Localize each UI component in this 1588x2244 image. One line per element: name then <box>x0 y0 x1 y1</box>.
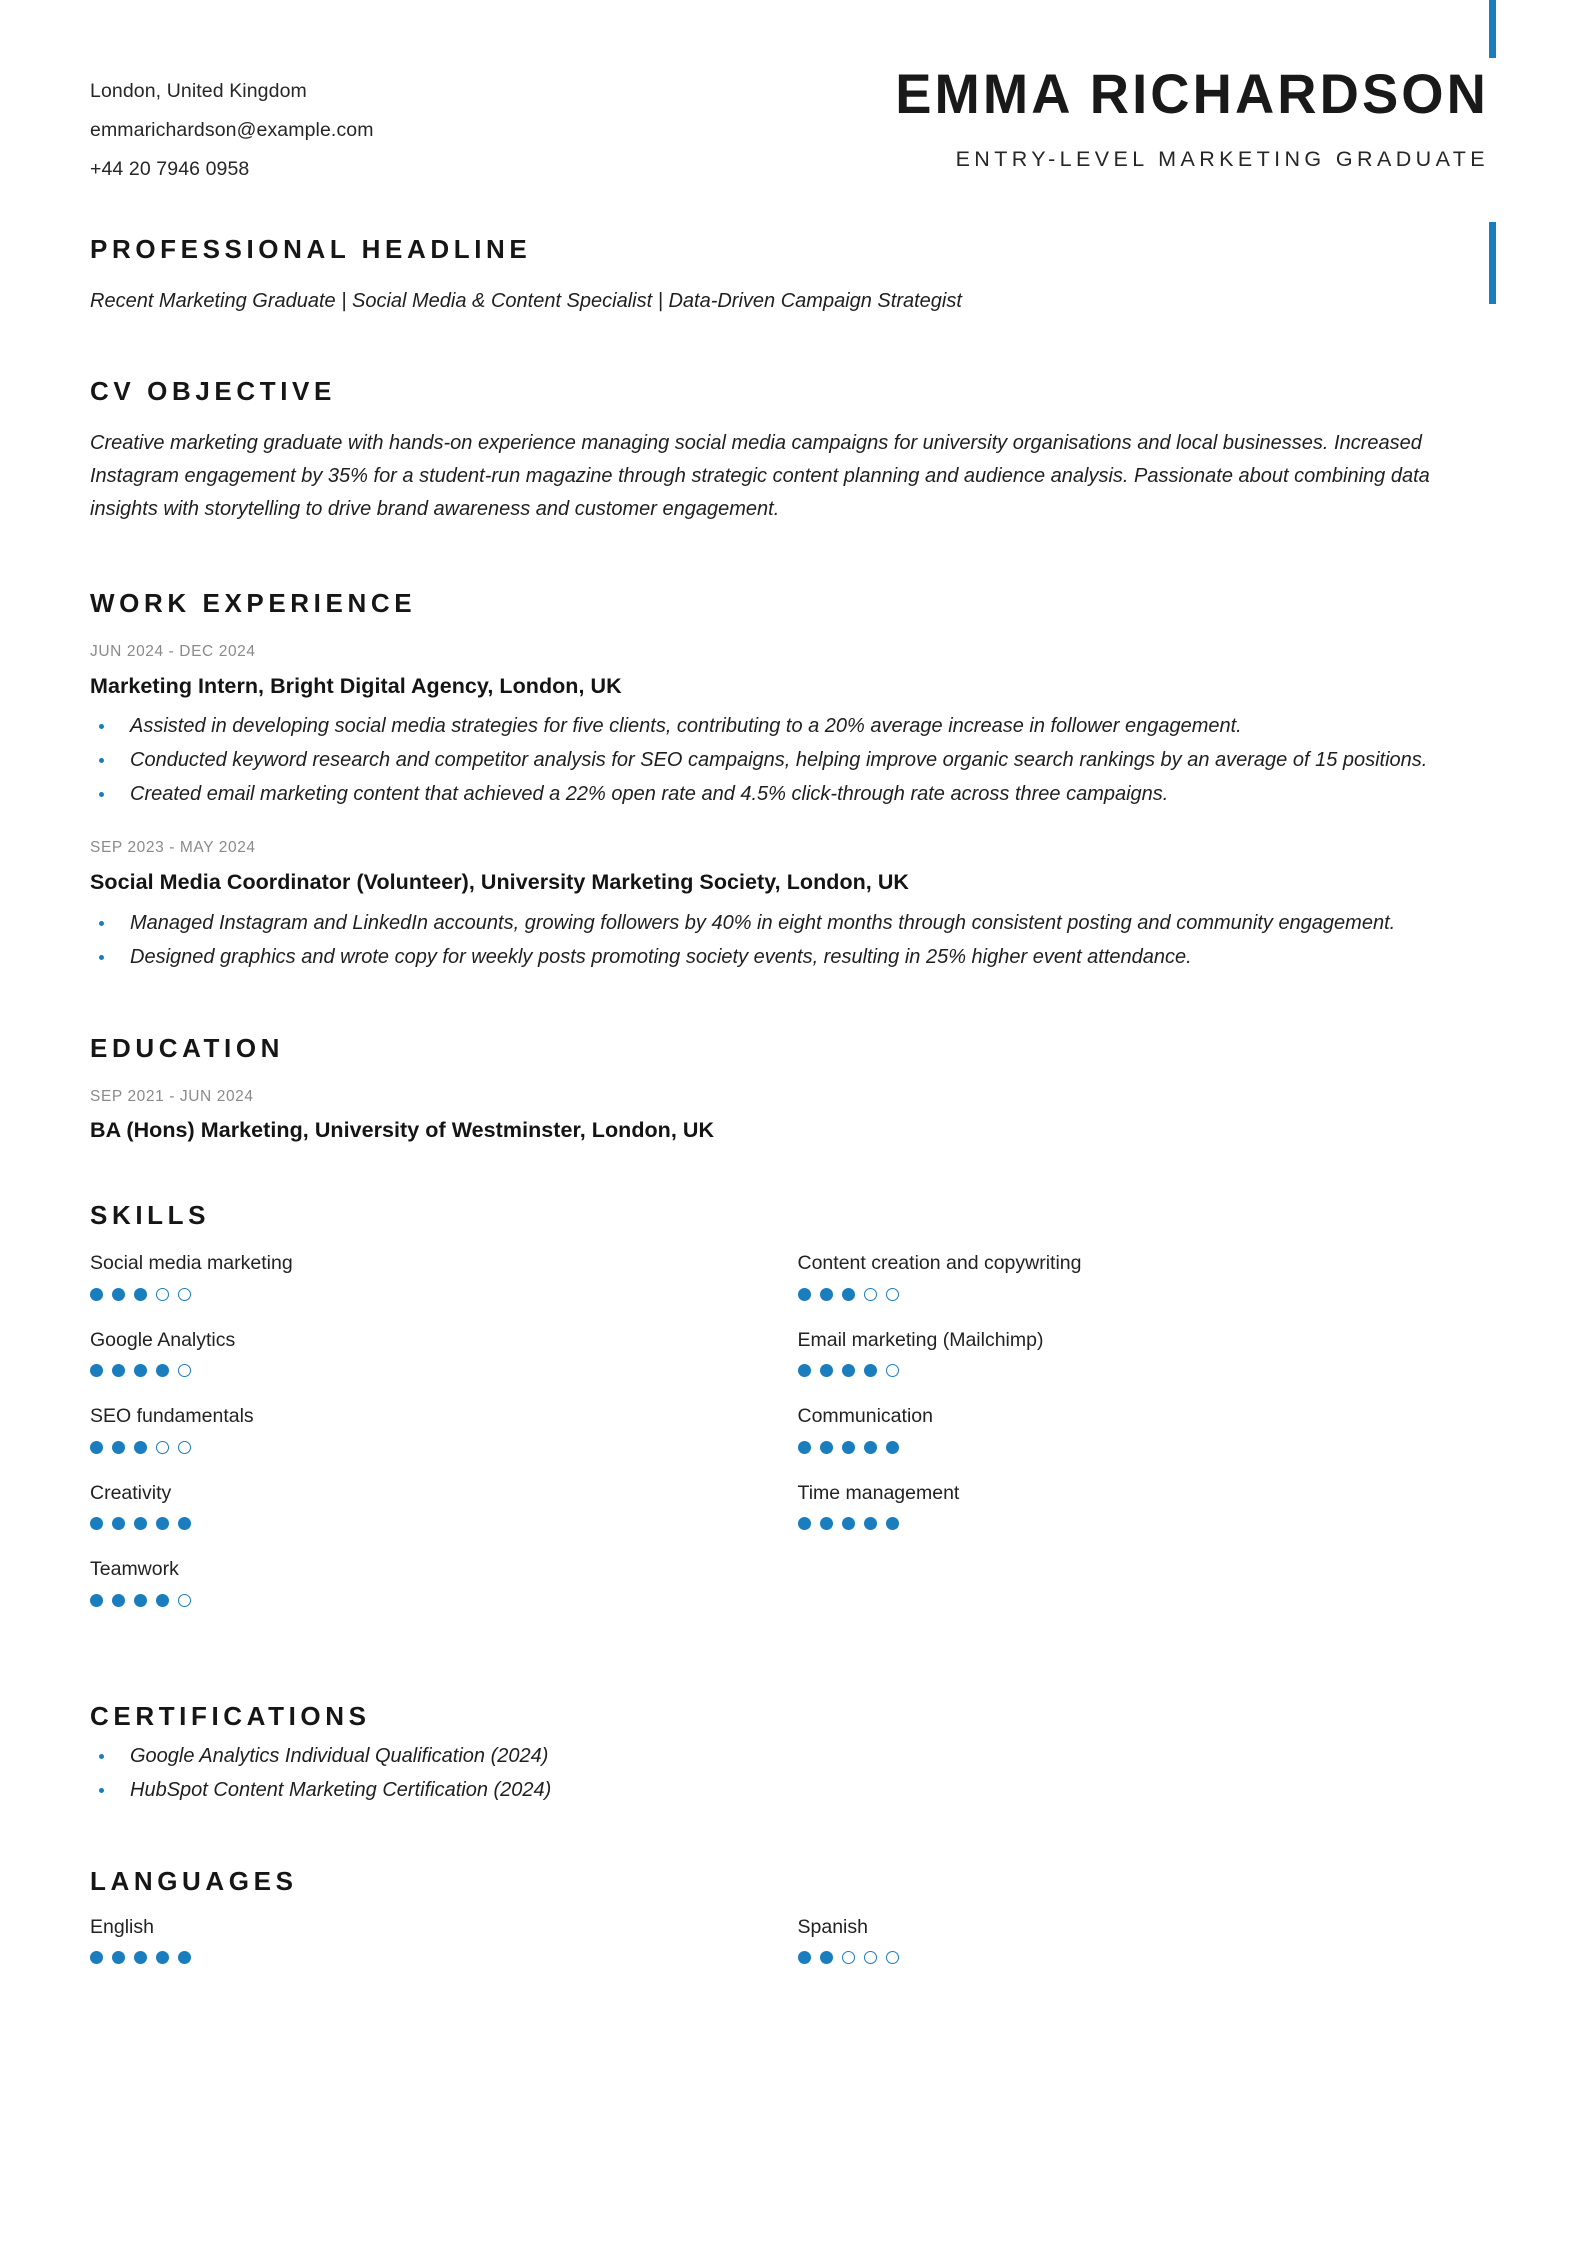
entry-heading: BA (Hons) Marketing, University of Westminster, London, UK <box>90 1118 715 1143</box>
certifications-list <box>90 1740 1489 1806</box>
rating-item <box>90 1560 782 1607</box>
entry-bullet: Designed graphics and wrote copy for weekly posts promoting society events, resulting in 25% higher event attendance. <box>90 941 1489 973</box>
rating-dot-filled <box>134 1288 147 1301</box>
rating-dot-filled <box>820 1517 833 1530</box>
rating-dot-filled <box>112 1951 125 1964</box>
rating-dot-empty <box>178 1364 191 1377</box>
rating-dot-filled <box>798 1951 811 1964</box>
rating-dot-filled <box>134 1364 147 1377</box>
contact-phone[interactable]: +44 20 7946 0958 <box>90 158 250 180</box>
identity-block <box>529 62 1489 172</box>
rating-dots <box>798 1364 1490 1377</box>
section-languages <box>0 1865 1588 1965</box>
rating-dots <box>90 1441 782 1454</box>
section-education <box>0 1032 1588 1144</box>
rating-dot-filled <box>864 1364 877 1377</box>
section-title-work-experience: WORK EXPERIENCE <box>90 588 417 618</box>
rating-dot-empty <box>886 1364 899 1377</box>
entry-bullet-list <box>90 710 1489 810</box>
entry-date: SEP 2021 - JUN 2024 <box>90 1087 254 1105</box>
cv-header <box>0 0 1588 222</box>
rating-dot-filled <box>112 1364 125 1377</box>
rating-dot-empty <box>864 1288 877 1301</box>
rating-label: Content creation and copywriting <box>797 1252 1082 1275</box>
rating-dot-empty <box>178 1441 191 1454</box>
entry-date: SEP 2023 - MAY 2024 <box>90 839 256 857</box>
rating-label: Email marketing (Mailchimp) <box>797 1328 1044 1351</box>
section-work-experience <box>0 590 1588 973</box>
rating-dot-filled <box>864 1517 877 1530</box>
rating-dot-filled <box>90 1951 103 1964</box>
rating-dot-empty <box>156 1288 169 1301</box>
rating-dot-filled <box>178 1951 191 1964</box>
rating-item <box>798 1407 1490 1454</box>
rating-dot-filled <box>864 1441 877 1454</box>
accent-bar-secondary <box>1489 222 1496 304</box>
rating-dot-filled <box>90 1517 103 1530</box>
section-title-education: EDUCATION <box>90 1032 285 1063</box>
rating-label: Social media marketing <box>90 1252 293 1275</box>
rating-dot-filled <box>156 1594 169 1607</box>
skills-grid <box>90 1254 1489 1637</box>
rating-dots <box>90 1594 782 1607</box>
rating-dot-empty <box>886 1288 899 1301</box>
rating-dot-filled <box>842 1441 855 1454</box>
candidate-job-title: ENTRY-LEVEL MARKETING GRADUATE <box>955 147 1489 171</box>
rating-dot-filled <box>798 1364 811 1377</box>
section-certifications <box>0 1700 1588 1806</box>
professional-headline-text: Recent Marketing Graduate | Social Media & Content Specialist | Data-Driven Campaign Strategist <box>90 290 962 312</box>
rating-dot-filled <box>842 1288 855 1301</box>
section-cv-objective <box>0 378 1588 526</box>
rating-item <box>90 1254 782 1301</box>
work-experience-entries <box>90 644 1489 973</box>
entry-bullet-list <box>90 907 1489 973</box>
rating-item <box>90 1915 782 1965</box>
rating-dot-filled <box>112 1594 125 1607</box>
rating-item <box>90 1407 782 1454</box>
rating-label: Creativity <box>90 1481 172 1504</box>
rating-dot-filled <box>112 1441 125 1454</box>
rating-dot-filled <box>820 1951 833 1964</box>
rating-dot-filled <box>134 1594 147 1607</box>
entry-bullet: Managed Instagram and LinkedIn accounts, growing followers by 40% in eight months through consistent posting and community engagement. <box>90 907 1489 939</box>
rating-dot-filled <box>90 1364 103 1377</box>
section-title-certifications: CERTIFICATIONS <box>90 1700 371 1731</box>
section-skills <box>0 1202 1588 1637</box>
experience-entry <box>90 1089 1489 1144</box>
rating-label: Google Analytics <box>90 1328 236 1351</box>
rating-item <box>90 1481 782 1531</box>
rating-dot-filled <box>798 1517 811 1530</box>
rating-dot-filled <box>156 1951 169 1964</box>
rating-dot-empty <box>886 1951 899 1964</box>
entry-heading: Marketing Intern, Bright Digital Agency, London, UK <box>90 673 622 698</box>
rating-label: Teamwork <box>90 1558 179 1581</box>
rating-item <box>797 1328 1490 1378</box>
entry-heading: Social Media Coordinator (Volunteer), University Marketing Society, London, UK <box>90 869 910 894</box>
rating-dot-empty <box>178 1594 191 1607</box>
rating-dot-filled <box>156 1364 169 1377</box>
contact-location: London, United Kingdom <box>90 80 307 102</box>
rating-dot-empty <box>864 1951 877 1964</box>
experience-entry <box>90 644 1489 810</box>
rating-dot-filled <box>798 1288 811 1301</box>
certification-item: Google Analytics Individual Qualification (2024) <box>90 1740 1489 1772</box>
rating-dot-filled <box>820 1364 833 1377</box>
entry-bullet: Assisted in developing social media strategies for five clients, contributing to a 20% average increase in follower engagement. <box>90 710 1489 742</box>
rating-dot-filled <box>90 1441 103 1454</box>
section-title-languages: LANGUAGES <box>90 1865 298 1896</box>
rating-dot-filled <box>134 1951 147 1964</box>
rating-dots <box>798 1288 1490 1301</box>
rating-dots <box>798 1517 1490 1530</box>
candidate-name: EMMA RICHARDSON <box>895 62 1489 125</box>
rating-dot-filled <box>90 1288 103 1301</box>
rating-dot-empty <box>156 1441 169 1454</box>
section-title-professional-headline: PROFESSIONAL HEADLINE <box>90 234 532 264</box>
languages-grid <box>90 1915 1489 1965</box>
section-title-cv-objective: CV OBJECTIVE <box>90 376 336 406</box>
rating-dots <box>798 1441 1490 1454</box>
rating-label: Spanish <box>797 1915 868 1938</box>
rating-dot-filled <box>886 1441 899 1454</box>
rating-dot-filled <box>798 1441 811 1454</box>
rating-dot-filled <box>112 1517 125 1530</box>
rating-dots <box>90 1364 782 1377</box>
section-professional-headline <box>0 236 1588 318</box>
rating-dot-filled <box>90 1594 103 1607</box>
rating-item <box>797 1481 1490 1531</box>
education-entries <box>90 1089 1489 1144</box>
rating-dot-filled <box>820 1288 833 1301</box>
rating-dots <box>90 1517 782 1530</box>
contact-email[interactable]: emmarichardson@example.com <box>90 119 374 141</box>
rating-item <box>90 1328 782 1378</box>
certification-item: HubSpot Content Marketing Certification (2024) <box>90 1774 1489 1806</box>
rating-dot-filled <box>178 1517 191 1530</box>
rating-item <box>797 1915 1490 1965</box>
rating-label: Time management <box>797 1481 960 1504</box>
rating-dots <box>90 1951 782 1964</box>
entry-bullet: Conducted keyword research and competitor analysis for SEO campaigns, helping improve organic search rankings by an average of 15 positions. <box>90 744 1489 776</box>
rating-dot-filled <box>134 1517 147 1530</box>
entry-date: JUN 2024 - DEC 2024 <box>90 643 256 660</box>
rating-dot-empty <box>178 1288 191 1301</box>
rating-dot-filled <box>156 1517 169 1530</box>
rating-item <box>798 1254 1490 1301</box>
section-title-skills: SKILLS <box>90 1200 211 1231</box>
rating-dot-empty <box>842 1951 855 1964</box>
cv-objective-text: Creative marketing graduate with hands-on experience managing social media campaigns for university organisations and local businesses. Increased Instagram engagement by 35% for a student-run magazine through strategic content planning and audience analysis. Passionate about combining data insights with storytelling to drive brand awareness and customer engagement. <box>90 432 1430 520</box>
rating-dot-filled <box>820 1441 833 1454</box>
rating-dot-filled <box>842 1364 855 1377</box>
rating-dots <box>798 1951 1490 1964</box>
entry-bullet: Created email marketing content that achieved a 22% open rate and 4.5% click-through rate across three campaigns. <box>90 778 1489 810</box>
rating-dot-filled <box>112 1288 125 1301</box>
rating-label: Communication <box>797 1405 933 1428</box>
experience-entry <box>90 840 1489 972</box>
rating-dots <box>90 1288 782 1301</box>
rating-dot-filled <box>842 1517 855 1530</box>
rating-label: English <box>90 1915 154 1938</box>
rating-dot-filled <box>886 1517 899 1530</box>
rating-label: SEO fundamentals <box>90 1405 254 1428</box>
rating-dot-filled <box>134 1441 147 1454</box>
